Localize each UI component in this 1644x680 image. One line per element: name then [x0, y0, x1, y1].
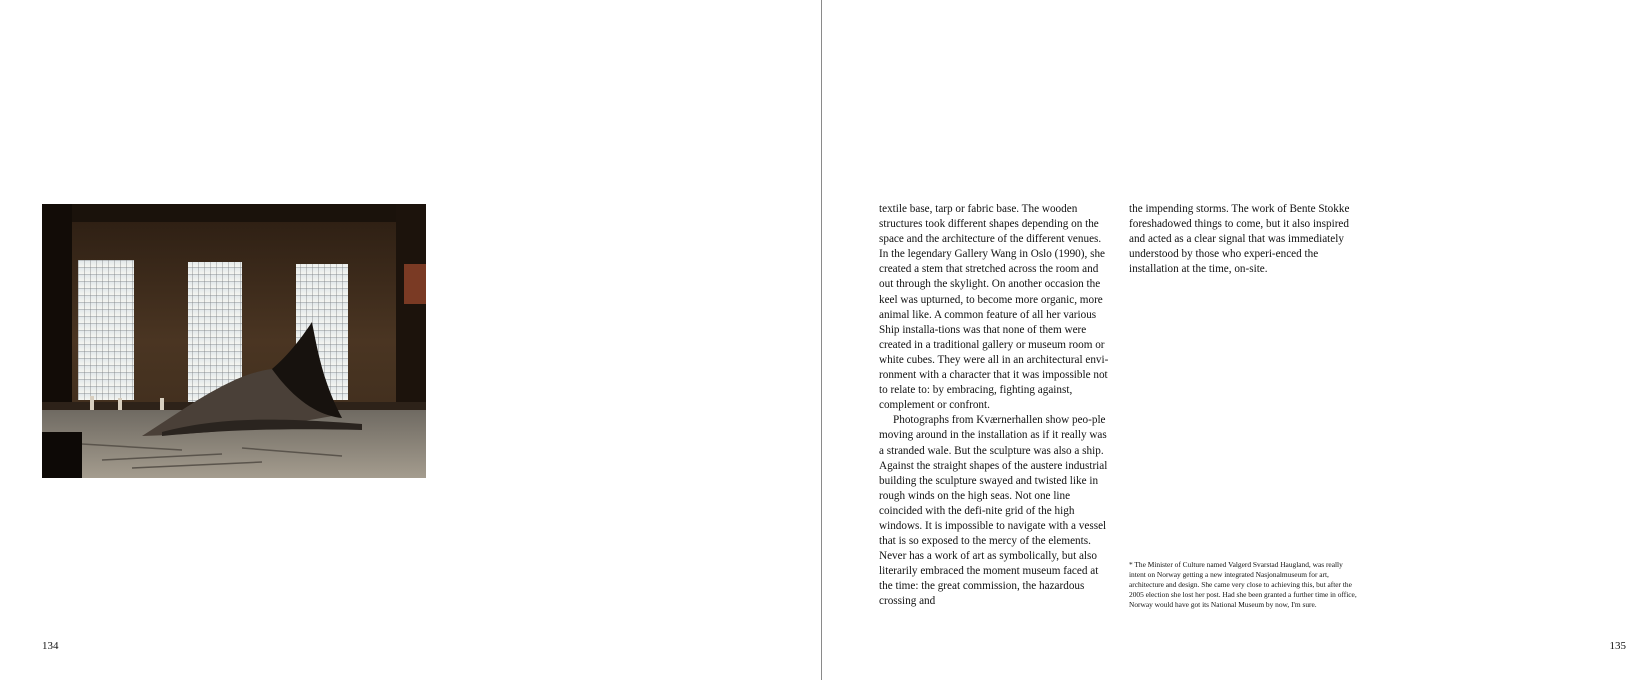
paragraph: the impending storms. The work of Bente Stokke foreshadowed things to come, but it also inspired and acted as a clear signal that was immediately understood by those who experi-enced the installation at the time, on-site.: [1129, 203, 1350, 276]
gutter-divider: [821, 0, 822, 680]
page-number-right: 135: [1609, 640, 1626, 652]
footnote: * The Minister of Culture named Valgerd Svarstad Haugland, was really intent on Norway getting a new integrated Nasjonalmuseum for art, architecture and design. She came very close to achieving this, but after the 2005 election she lost her post. Had she been granted a further time in office, Norway would have got its National Museum by now, I'm sure.: [1129, 560, 1357, 609]
photo-icon: [42, 204, 426, 478]
installation-photo: [42, 204, 426, 478]
text-column-2: [1129, 202, 1361, 277]
text-column-1: [879, 202, 1111, 610]
page-number-left: 134: [42, 640, 59, 652]
paragraph: Photographs from Kværnerhallen show peo-ple moving around in the installation as if it really was a stranded wale. But the sculpture was also a ship. Against the straight shapes of the austere industrial building the sculpture swayed and twisted like in rough winds on the high seas. Not one line coincided with the defi-nite grid of the high windows. It is impossible to navigate with a vessel that is so exposed to the mercy of the elements. Never has a work of art as symbolically, but also literarily embraced the moment museum faced at the time: the great commission, the hazardous crossing and: [879, 414, 1108, 608]
paragraph: textile base, tarp or fabric base. The wooden structures took different shapes depending on the space and the architecture of the different venues. In the legendary Gallery Wang in Oslo (1990), she created a stem that stretched across the room and out through the skylight. On another occasion the keel was upturned, to become more organic, more animal like. A common feature of all her various Ship installa-tions was that none of them were created in a traditional gallery or museum room or white cubes. They were all in an architectural envi-ronment with a character that it was impossible not to relate to: by embracing, fighting against, complement or confront.: [879, 203, 1109, 412]
right-page: [823, 0, 1644, 680]
